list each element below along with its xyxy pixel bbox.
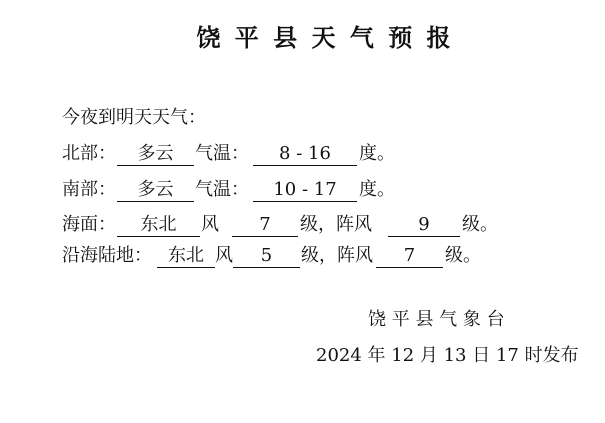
south-label: 南部：	[62, 179, 116, 200]
north-temp-field: 8 - 16	[253, 143, 357, 166]
sea-gust-level-field: 9	[388, 214, 460, 237]
north-temp-label: 气温：	[195, 143, 249, 164]
south-temp-field: 10 - 17	[253, 179, 357, 202]
sea-wind-direction-field: 东北	[117, 214, 200, 237]
issuer-signature: 饶 平 县 气 象 台	[368, 309, 505, 330]
south-weather-field: 多云	[117, 179, 194, 202]
south-temp-label: 气温：	[195, 179, 249, 200]
issued-timestamp: 2024 年 12 月 13 日 17 时发布	[316, 345, 579, 366]
coastal-land-gust-label: 级，阵风	[301, 245, 373, 266]
north-forecast-row	[0, 143, 605, 167]
forecast-intro: 今夜到明天天气：	[62, 107, 206, 128]
south-temp-unit: 度。	[359, 179, 395, 200]
sea-wind-label: 风	[201, 214, 219, 235]
coastal-land-forecast-row	[0, 245, 605, 269]
coastal-land-wind-direction-field: 东北	[157, 245, 215, 268]
forecast-title: 饶 平 县 天 气 预 报	[196, 23, 454, 52]
coastal-land-wind-label: 风	[215, 245, 233, 266]
north-temp-unit: 度。	[359, 143, 395, 164]
coastal-land-wind-level-field: 5	[233, 245, 300, 268]
sea-end: 级。	[462, 214, 498, 235]
coastal-land-end: 级。	[445, 245, 481, 266]
coastal-land-gust-level-field: 7	[376, 245, 443, 268]
north-weather-field: 多云	[117, 143, 194, 166]
sea-gust-label: 级，阵风	[300, 214, 372, 235]
north-label: 北部：	[62, 143, 116, 164]
coastal-land-label: 沿海陆地：	[62, 245, 152, 266]
sea-wind-level-field: 7	[232, 214, 298, 237]
sea-forecast-row	[0, 214, 605, 238]
south-forecast-row	[0, 179, 605, 203]
sea-label: 海面：	[62, 214, 116, 235]
